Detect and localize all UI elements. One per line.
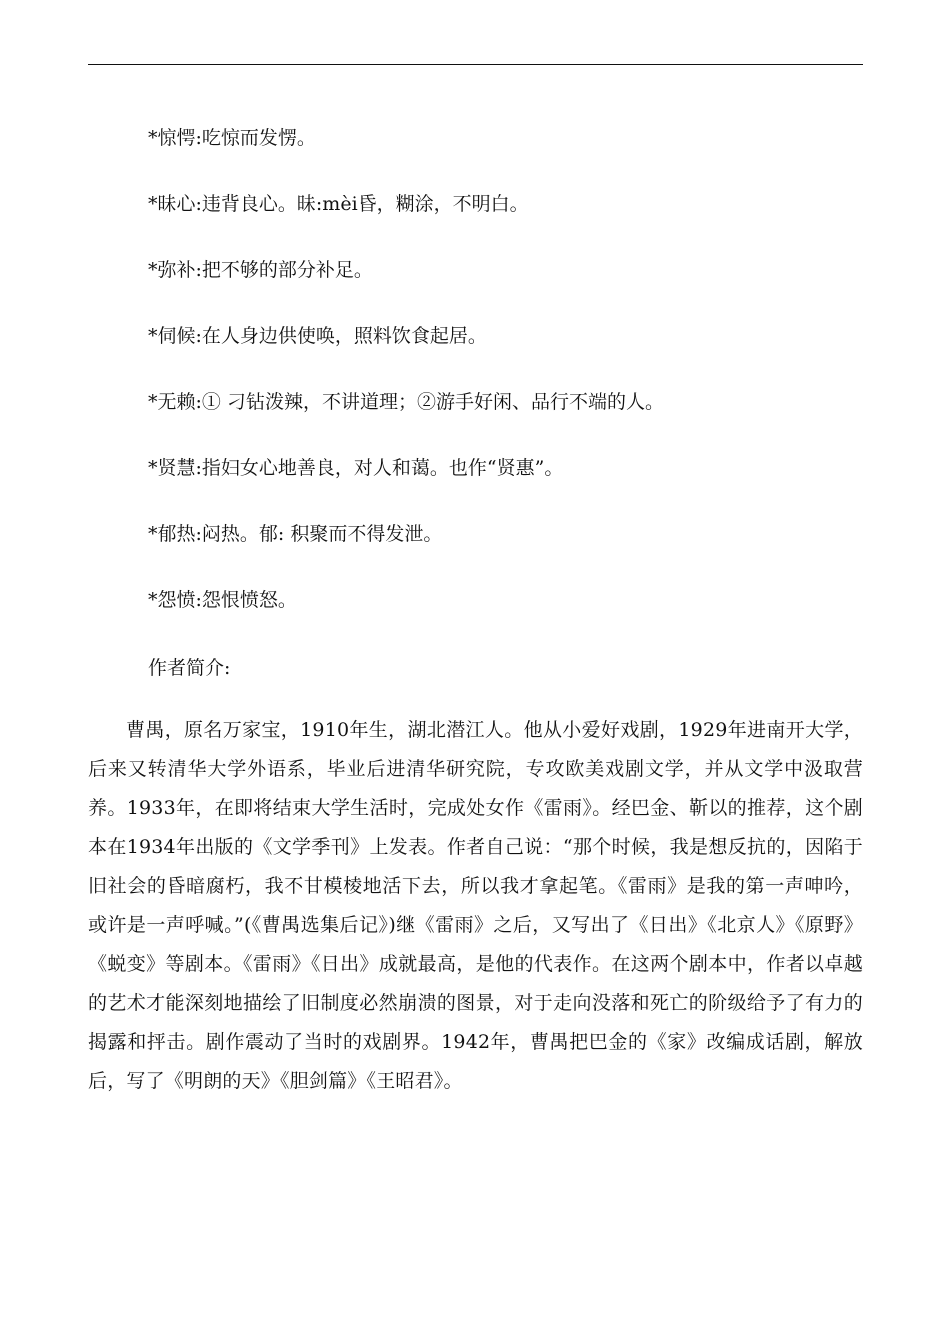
author-intro-heading: 作者简介: — [148, 657, 231, 679]
vocab-item: *弥补:把不够的部分补足。 — [148, 259, 373, 281]
vocab-item: *昧心:违背良心。昧:mèi昏，糊涂，不明白。 — [148, 193, 529, 215]
vocab-item: *惊愕:吃惊而发愣。 — [148, 127, 316, 149]
vocab-item: *怨愤:怨恨愤怒。 — [148, 589, 297, 611]
header-rule — [88, 64, 863, 65]
vocab-item: *郁热:闷热。郁: 积聚而不得发泄。 — [148, 523, 443, 545]
author-biography: 曹禺，原名万家宝，1910年生，湖北潜江人。他从小爱好戏剧，1929年进南开大学，后来又转清华大学外语系，毕业后进清华研究院，专攻欧美戏剧文学，并从文学中汲取营养。1933年，在即将结束大学生活时，完成处女作《雷雨》。经巴金、靳以的推荐，这个剧本在1934年出版的《文学季刊》上发表。作者自己说：“那个时候，我是想反抗的，因陷于旧社会的昏暗腐朽，我不甘模棱地活下去，所以我才拿起笔。《雷雨》是我的第一声呻吟，或许是一声呼喊。”(《曹禺选集后记》)继《雷雨》之后，又写出了《日出》《北京人》《原野》《蜕变》等剧本。《雷雨》《日出》成就最高，是他的代表作。在这两个剧本中，作者以卓越的艺术才能深刻地描绘了旧制度必然崩溃的图景，对于走向没落和死亡的阶级给予了有力的揭露和抨击。剧作震动了当时的戏剧界。1942年，曹禺把巴金的《家》改编成话剧，解放后，写了《明朗的天》《胆剑篇》《王昭君》。 — [88, 719, 863, 1092]
vocab-item: *无赖:① 刁钻泼辣，不讲道理；②游手好闲、品行不端的人。 — [148, 391, 664, 413]
vocab-item: *贤慧:指妇女心地善良，对人和蔼。也作“贤惠”。 — [148, 457, 564, 479]
vocab-item: *伺候:在人身边供使唤，照料饮食起居。 — [148, 325, 487, 347]
vocabulary-list — [148, 118, 863, 646]
